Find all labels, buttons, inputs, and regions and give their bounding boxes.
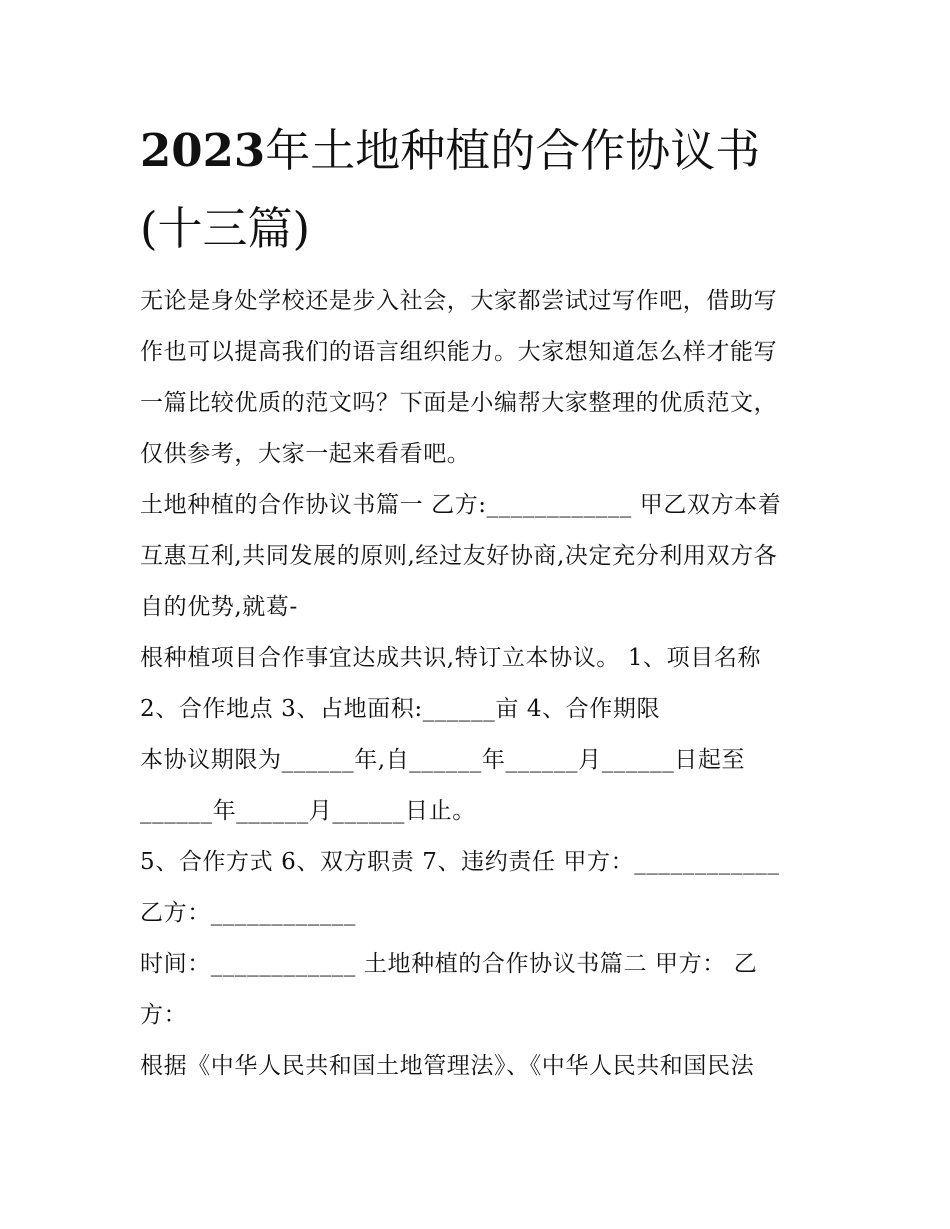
- title-line-2: (十三篇): [140, 202, 311, 255]
- document-body: [140, 276, 820, 1092]
- body-line: 5、合作方式 6、双方职责 7、违约责任 甲方：____________: [140, 849, 780, 875]
- body-line: 自的优势,就葛-: [140, 594, 298, 620]
- body-line: 根据《中华人民共和国土地管理法》、《中华人民共和国民法: [140, 1053, 755, 1079]
- body-line: 无论是身处学校还是步入社会，大家都尝试过写作吧，借助写: [140, 288, 778, 314]
- body-line: 根种植项目合作事宜达成共识,特订立本协议。 1、项目名称: [140, 645, 762, 671]
- body-line: 时间：____________ 土地种植的合作协议书篇二 甲方： 乙: [140, 951, 758, 977]
- body-line: 一篇比较优质的范文吗？下面是小编帮大家整理的优质范文，: [140, 390, 778, 416]
- body-line: ______年______月______日止。: [140, 798, 476, 824]
- body-line: 乙方：____________: [140, 900, 356, 926]
- body-line: 本协议期限为______年,自______年______月______日起至: [140, 747, 746, 773]
- body-line: 方：: [140, 1002, 188, 1028]
- title-line-1: [140, 112, 840, 190]
- body-line: 互惠互利,共同发展的原则,经过友好协商,决定充分利用双方各: [140, 543, 778, 569]
- body-line: 作也可以提高我们的语言组织能力。大家想知道怎么样才能写: [140, 339, 778, 365]
- title-year: 2023: [140, 124, 266, 177]
- body-line: 2、合作地点 3、占地面积:______亩 4、合作期限: [140, 696, 661, 722]
- body-line: 仅供参考，大家一起来看看吧。: [140, 441, 471, 467]
- body-line: 土地种植的合作协议书篇一 乙方:____________ 甲乙双方本着: [140, 492, 782, 518]
- document-title: [140, 112, 840, 268]
- title-text: 年土地种植的合作协议书: [265, 124, 761, 177]
